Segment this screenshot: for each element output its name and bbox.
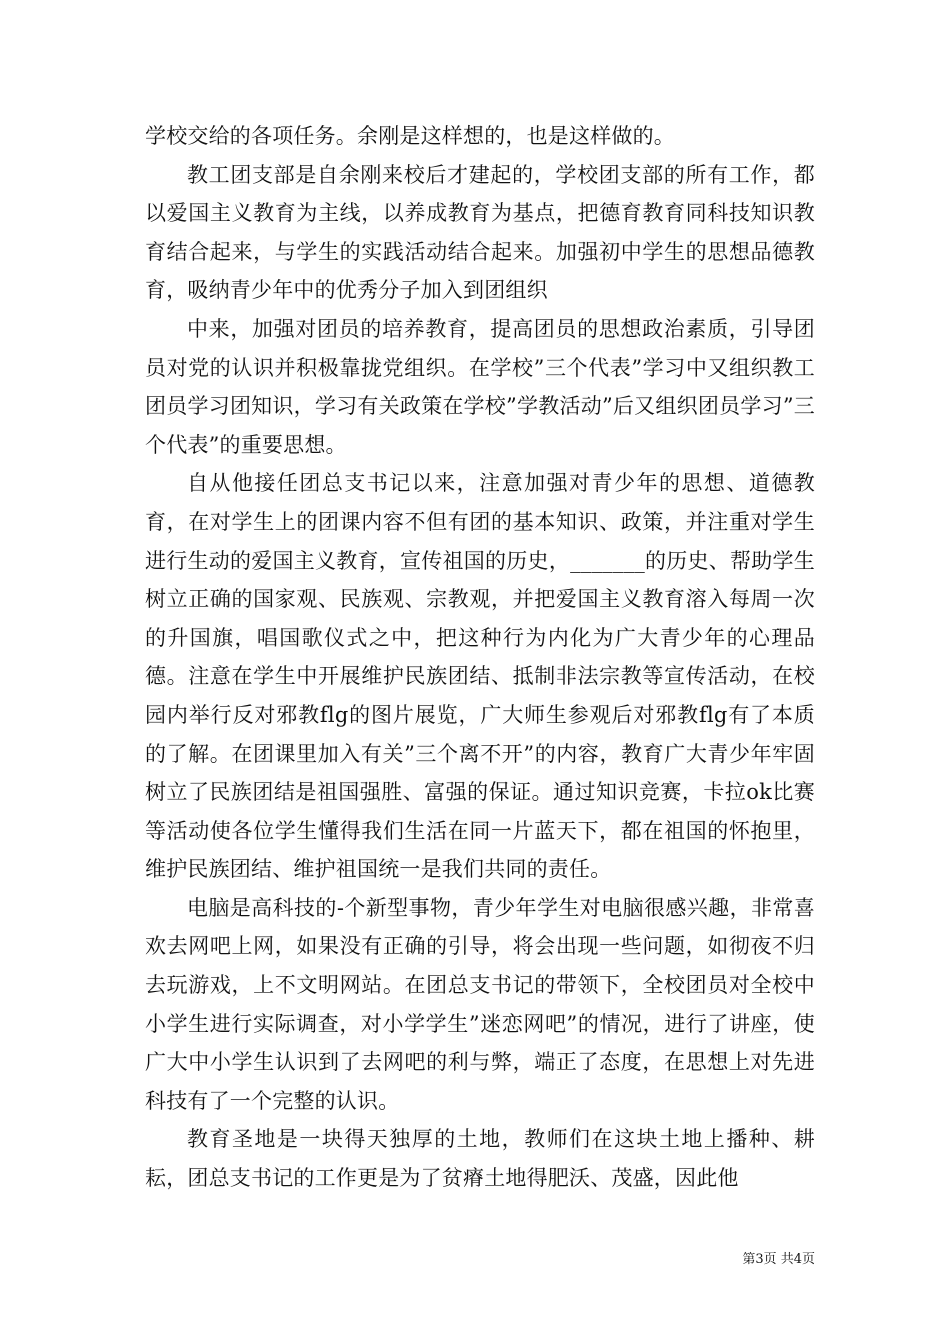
paragraph-3: 中来，加强对团员的培养教育，提高团员的思想政治素质，引导团员对党的认识并积极靠拢党组织。在学校”三个代表”学习中又组织教工团员学习团知识，学习有关政策在学校”学教活动”后又组织团员学习”三个代表”的重要思想。 — [145, 316, 815, 457]
document-body — [145, 117, 815, 1198]
paragraph-1: 学校交给的各项任务。余刚是这样想的，也是这样做的。 — [145, 124, 675, 148]
paragraph-4: 自从他接任团总支书记以来，注意加强对青少年的思想、道德教育，在对学生上的团课内容不但有团的基本知识、政策，并注重对学生进行生动的爱国主义教育，宣传祖国的历史，_______的历史、帮助学生树立正确的国家观、民族观、宗教观，并把爱国主义教育溶入每周一次的升国旗，唱国歌仪式之中，把这种行为内化为广大青少年的心理品德。注意在学生中开展维护民族团结、抵制非法宗教等宣传活动，在校园内举行反对邪教flg的图片展览，广大师生参观后对邪教flg有了本质的了解。在团课里加入有关”三个离不开”的内容，教育广大青少年牢固树立了民族团结是祖国强胜、富强的保证。通过知识竞赛，卡拉ok比赛等活动使各位学生懂得我们生活在同一片蓝天下，都在祖国的怀抱里，维护民族团结、维护祖国统一是我们共同的责任。 — [145, 471, 815, 882]
paragraph-2: 教工团支部是自余刚来校后才建起的，学校团支部的所有工作，都以爱国主义教育为主线，以养成教育为基点，把德育教育同科技知识教育结合起来，与学生的实践活动结合起来。加强初中学生的思想品德教育，吸纳青少年中的优秀分子加入到团组织 — [145, 162, 815, 303]
paragraph-5: 电脑是高科技的-个新型事物，青少年学生对电脑很感兴趣，非常喜欢去网吧上网，如果没有正确的引导，将会出现一些问题，如彻夜不归去玩游戏，上不文明网站。在团总支书记的带领下，全校团员对全校中小学生进行实际调查，对小学学生”迷恋网吧”的情况，进行了讲座，使广大中小学生认识到了去网吧的利与弊，端正了态度，在思想上对先进科技有了一个完整的认识。 — [145, 895, 815, 1113]
paragraph-6: 教育圣地是一块得天独厚的土地，教师们在这块土地上播种、耕耘，团总支书记的工作更是为了贫瘠土地得肥沃、茂盛，因此他 — [145, 1127, 815, 1191]
page-number-footer: 第3页 共4页 — [742, 1252, 815, 1267]
